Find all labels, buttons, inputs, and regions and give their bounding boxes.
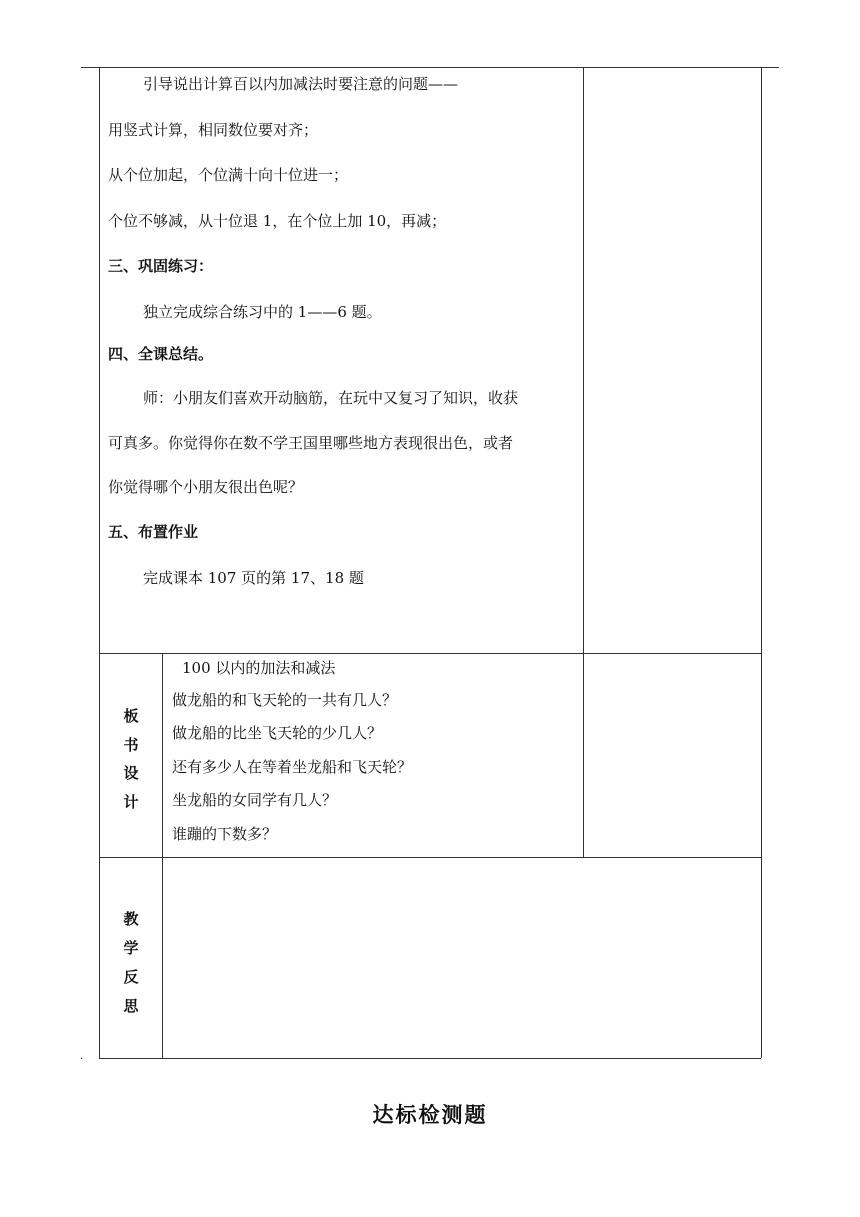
lesson-line: 你觉得哪个小朋友很出色呢？: [108, 478, 304, 496]
label-char: 板: [123, 707, 139, 725]
section-heading-summary: 四、全课总结。: [108, 345, 214, 363]
row-divider-reflection: [99, 857, 761, 858]
section-heading-practice: 三、巩固练习：: [108, 257, 214, 275]
board-line: 做龙船的和飞天轮的一共有几人？: [172, 691, 398, 709]
lesson-line: 师：小朋友们喜欢开动脑筋，在玩中又复习了知识，收获: [143, 389, 519, 407]
lesson-line: 独立完成综合练习中的 1——6 题。: [143, 303, 382, 321]
table-divider-label: [162, 653, 163, 1058]
lesson-line: 个位不够减，从十位退 1，在个位上加 10，再减；: [108, 212, 447, 230]
lesson-line: 用竖式计算，相同数位要对齐；: [108, 121, 319, 139]
label-char: 反: [123, 968, 139, 986]
label-char: 教: [123, 910, 139, 928]
table-divider-content-notes: [583, 67, 584, 857]
header-rule: [81, 67, 779, 68]
label-char: 学: [123, 939, 139, 957]
board-line: 谁蹦的下数多？: [172, 825, 278, 843]
board-line: 坐龙船的女同学有几人？: [172, 791, 338, 809]
section-heading-homework: 五、布置作业: [108, 523, 199, 541]
lesson-line: 完成课本 107 页的第 17、18 题: [143, 569, 364, 587]
document-title: 达标检测题: [372, 1103, 488, 1127]
label-char: 设: [123, 764, 139, 782]
row-divider-board: [99, 653, 761, 654]
board-line: 还有多少人在等着坐龙船和飞天轮？: [172, 758, 413, 776]
label-char: 计: [123, 793, 139, 811]
label-char: 思: [123, 997, 139, 1015]
board-line: 做龙船的比坐飞天轮的少几人？: [172, 724, 383, 742]
lesson-line: 可真多。你觉得你在数不学王国里哪些地方表现很出色，或者: [108, 434, 514, 452]
lesson-line: 从个位加起，个位满十向十位进一；: [108, 166, 349, 184]
table-border-bottom: [99, 1058, 761, 1059]
board-line: 100 以内的加法和减法: [182, 659, 336, 677]
label-char: 书: [123, 736, 139, 754]
table-border-right: [761, 67, 762, 1058]
stray-mark: .: [80, 1051, 84, 1062]
lesson-line: 引导说出计算百以内加减法时要注意的问题——: [143, 75, 459, 93]
